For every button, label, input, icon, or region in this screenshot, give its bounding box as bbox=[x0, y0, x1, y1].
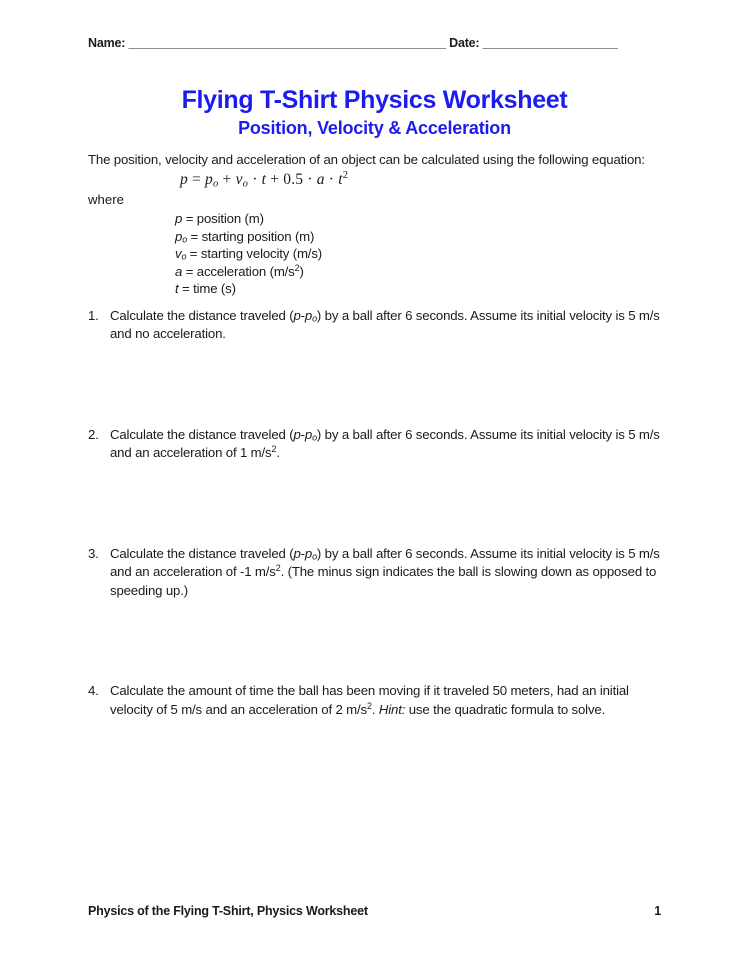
question-list bbox=[88, 307, 661, 719]
definition-starting-position: $p_o$ = starting position (m) bbox=[175, 228, 315, 245]
question-number: 3. bbox=[88, 545, 99, 561]
definition-position: p = position (m) bbox=[175, 211, 264, 227]
definition-acceleration: a = acceleration $(m/s^2)$ bbox=[175, 262, 304, 279]
page-title: Flying T-Shirt Physics Worksheet bbox=[181, 86, 568, 114]
page-subtitle: Position, Velocity & Acceleration bbox=[238, 118, 511, 138]
question-item-4 bbox=[88, 682, 661, 719]
definition-starting-velocity: $v_o$ = starting velocity (m/s) bbox=[175, 246, 322, 262]
footer-title: Physics of the Flying T-Shirt, Physics Worksheet bbox=[88, 904, 368, 918]
date-blank-line: ____________________ bbox=[482, 36, 618, 50]
question-number: 2. bbox=[88, 426, 99, 442]
question-text: Calculate the distance traveled $(p-p_o)$ by a ball after 6 seconds. Assume its initial velocity is 5 m/s and no acceleration. bbox=[110, 307, 660, 342]
question-item-1 bbox=[88, 307, 661, 344]
name-blank-line: _______________________________________________ bbox=[128, 36, 446, 50]
question-text: Calculate the distance traveled $(p-p_o)$ by a ball after 6 seconds. Assume its initial velocity is 5 m/s and an acceleration of 1 $m/s^2$. bbox=[110, 426, 660, 461]
variable-definitions bbox=[175, 210, 661, 298]
question-text: Calculate the distance traveled $(p-p_o)$ by a ball after 6 seconds. Assume its initial velocity is 5 m/s and an acceleration of -1 $m/s^2$. (The minus sign indicates the ball is slowing down as opposed to speeding up.) bbox=[110, 545, 660, 598]
name-date-row bbox=[88, 36, 661, 50]
name-label: Name: bbox=[88, 36, 126, 50]
question-number: 1. bbox=[88, 307, 99, 323]
definition-time: t = time (s) bbox=[175, 281, 236, 297]
question-item-2 bbox=[88, 426, 661, 463]
question-item-3 bbox=[88, 545, 661, 600]
kinematics-equation: $p = p_o + v_o \cdot t + 0.5 \cdot a \cdot t^2$ bbox=[180, 170, 349, 190]
intro-paragraph: The position, velocity and acceleration of an object can be calculated using the following equation: bbox=[88, 152, 645, 167]
question-text: Calculate the amount of time the ball has been moving if it traveled 50 meters, had an initial velocity of 5 m/s and an acceleration of 2 $m/s^2$. Hint: use the quadratic formula to solve. bbox=[110, 683, 629, 717]
page-footer bbox=[88, 904, 661, 918]
footer-page-number: 1 bbox=[654, 904, 661, 918]
question-number: 4. bbox=[88, 683, 99, 699]
date-label: Date: bbox=[449, 36, 480, 50]
where-label: where bbox=[88, 192, 124, 208]
